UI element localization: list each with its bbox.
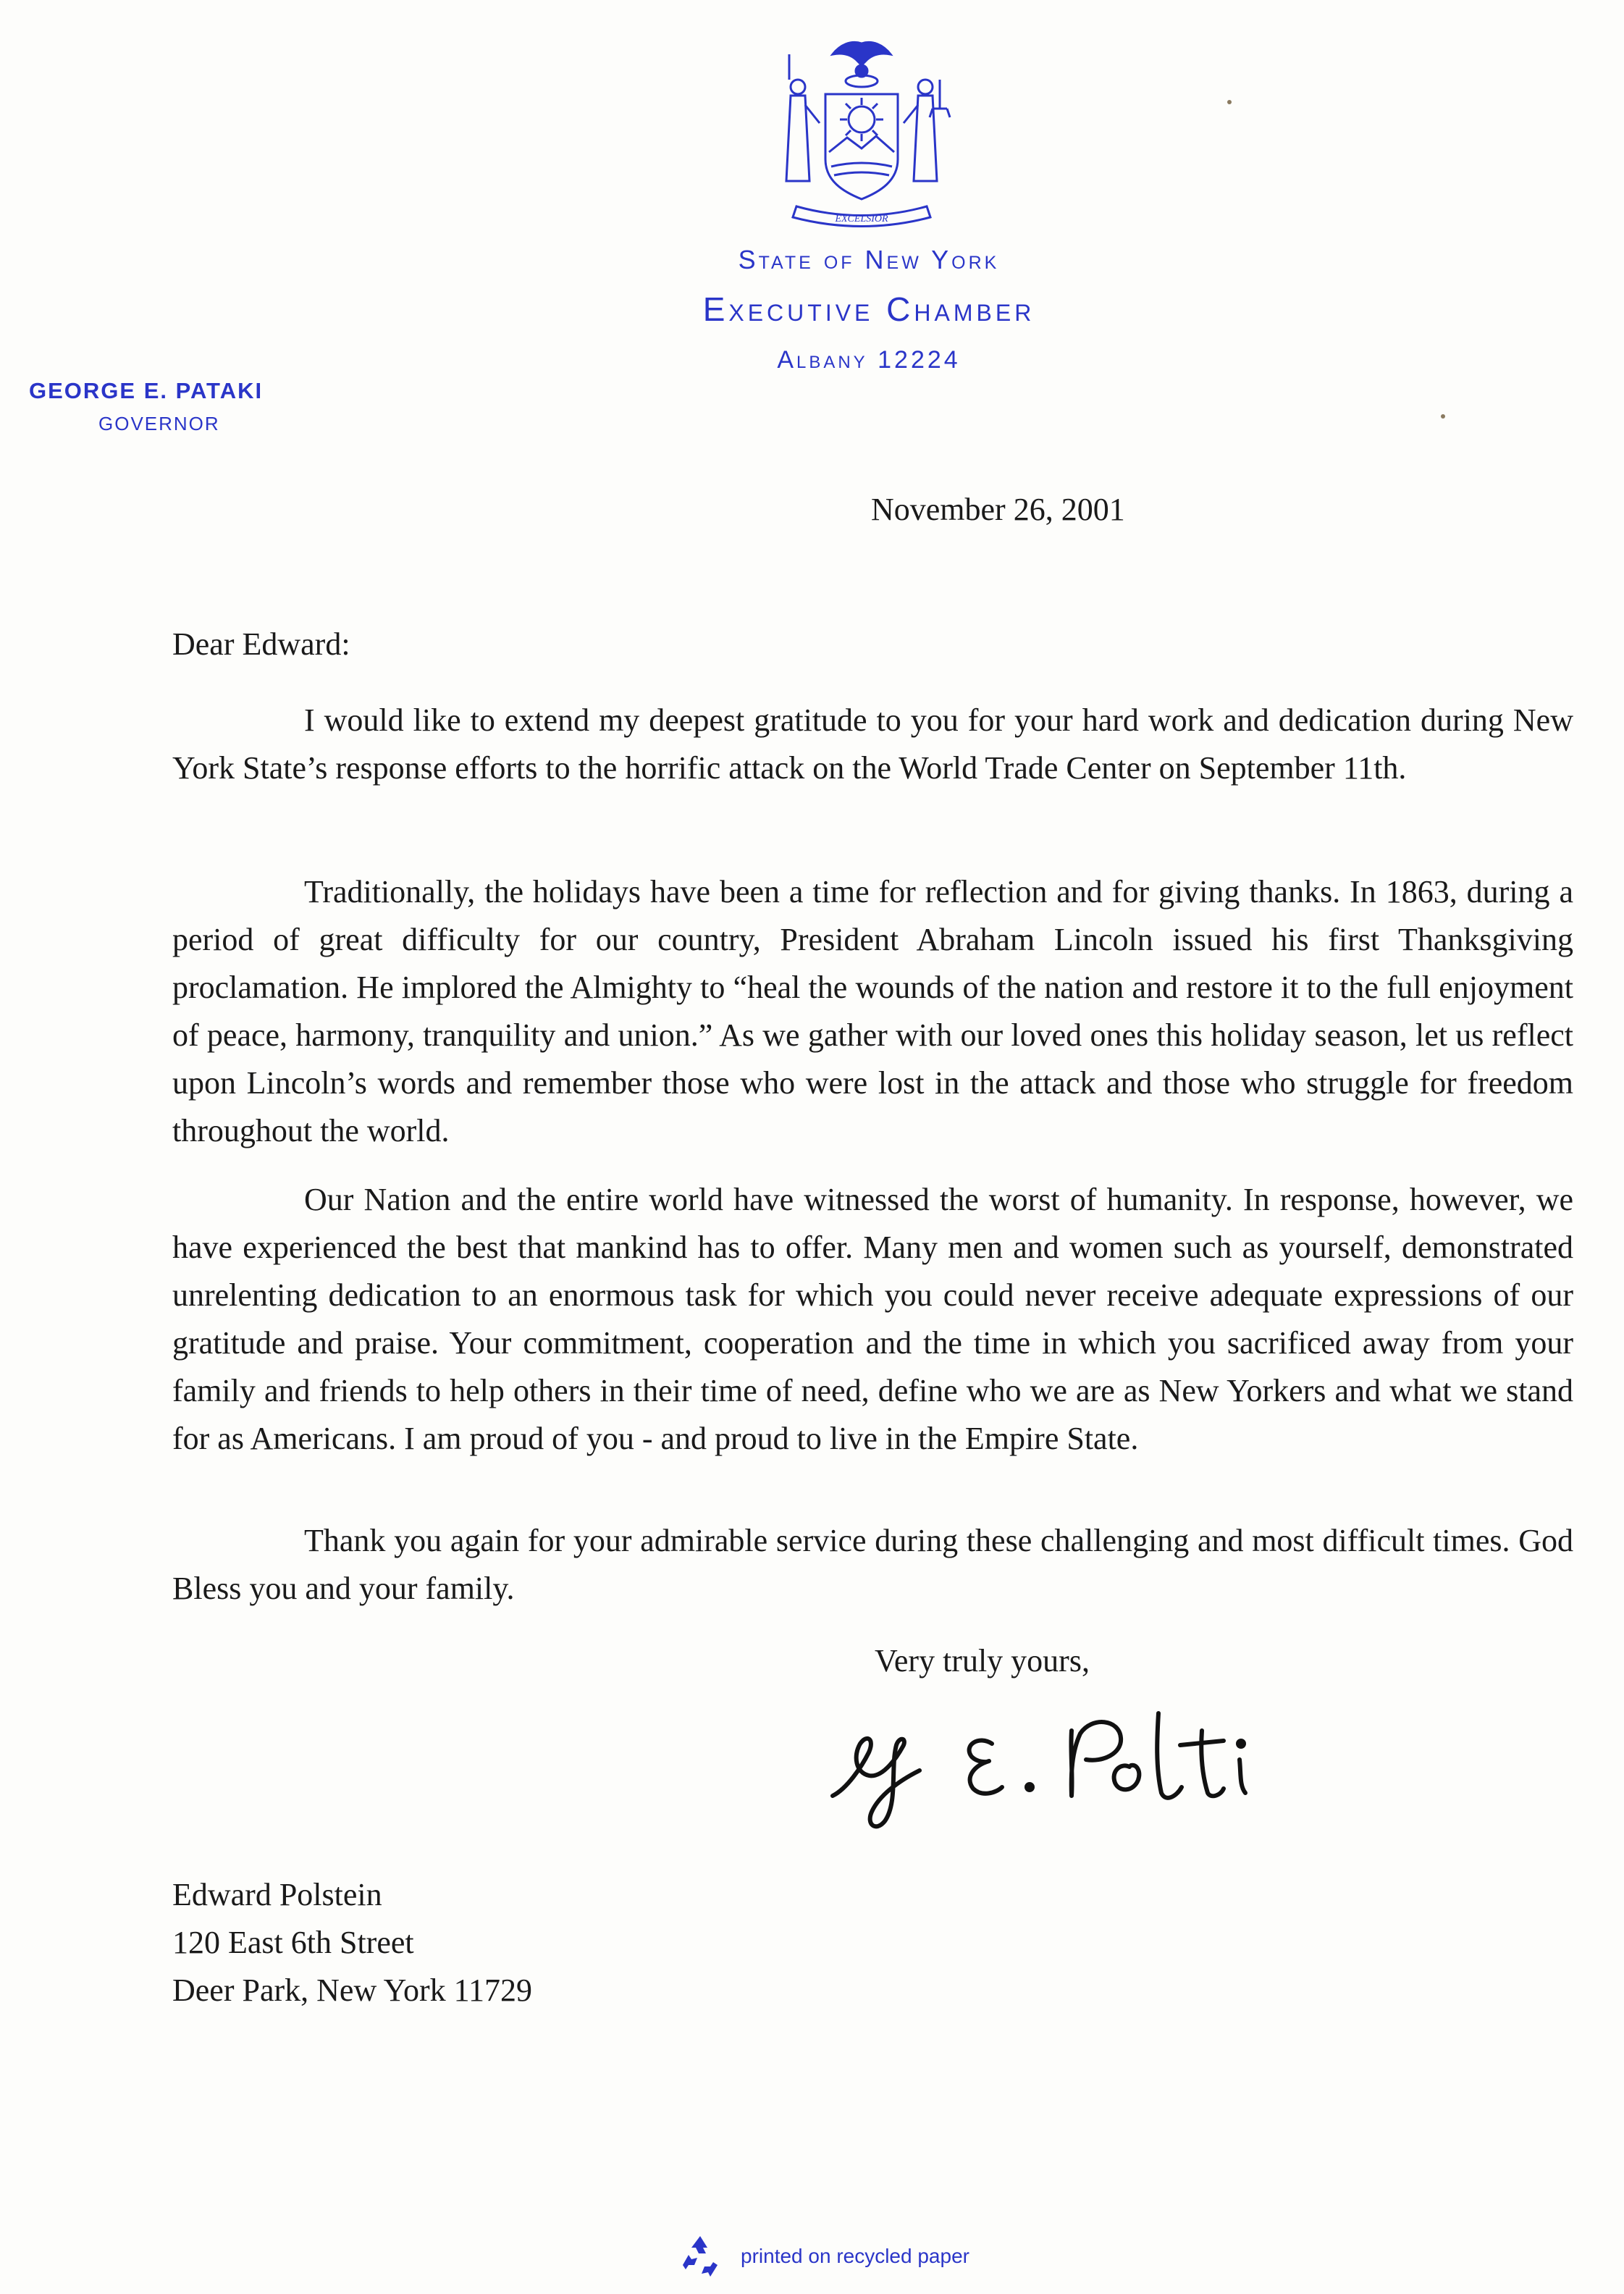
state-seal-icon bbox=[753, 36, 970, 232]
letter-date: November 26, 2001 bbox=[871, 492, 1125, 527]
signature-graphic bbox=[818, 1687, 1339, 1832]
recipient-name: Edward Polstein bbox=[172, 1877, 382, 1912]
paper-speck bbox=[1227, 100, 1232, 104]
letterhead-chamber: Executive Chamber bbox=[702, 290, 1035, 328]
footer bbox=[677, 2233, 969, 2280]
recipient-address bbox=[172, 1871, 532, 2014]
seal-motto: EXCELSIOR bbox=[835, 214, 888, 224]
body-paragraph-4: Thank you again for your admirable service during these challenging and most difficult times. God Bless you and your family. bbox=[172, 1523, 1573, 1606]
closing: Very truly yours, bbox=[875, 1643, 1090, 1679]
recipient-street: 120 East 6th Street bbox=[172, 1925, 414, 1960]
salutation: Dear Edward: bbox=[172, 626, 350, 662]
letterhead-city: Albany 12224 bbox=[777, 346, 961, 374]
sender-name: GEORGE E. PATAKI bbox=[29, 378, 264, 403]
footer-text: printed on recycled paper bbox=[741, 2245, 969, 2267]
paper-speck bbox=[1441, 414, 1445, 419]
recipient-city: Deer Park, New York 11729 bbox=[172, 1972, 532, 2008]
body-paragraph-3: Our Nation and the entire world have witnessed the worst of humanity. In response, however, we have experienced the best that mankind has to offer. Many men and women such as yourself, demonstrated unrelenting dedication to an enormous task for which you could never receive adequate expressions of our gratitude and praise. Your commitment, cooperation and the time in which you sacrificed away from your family and friends to help others in their time of need, define who we are as New Yorkers and what we stand for as Americans. I am proud of you - and proud to live in the Empire State. bbox=[172, 1182, 1573, 1456]
recycle-icon bbox=[677, 2233, 723, 2280]
body-paragraph-1: I would like to extend my deepest gratitude to you for your hard work and dedication during New York State’s response efforts to the horrific attack on the World Trade Center on September 11th. bbox=[172, 702, 1573, 786]
body-paragraph-2: Traditionally, the holidays have been a time for reflection and for giving thanks. In 1863, during a period of great difficulty for our country, President Abraham Lincoln issued his first Thanksgiving proclamation. He implored the Almighty to “heal the wounds of the nation and restore it to the full enjoyment of peace, harmony, tranquility and union.” As we gather with our loved ones this holiday season, let us reflect upon Lincoln’s words and remember those who were lost in the attack and those who struggle for freedom throughout the world. bbox=[172, 874, 1573, 1148]
letterhead-state: State of New York bbox=[738, 245, 1000, 274]
sender-title: GOVERNOR bbox=[98, 413, 220, 434]
